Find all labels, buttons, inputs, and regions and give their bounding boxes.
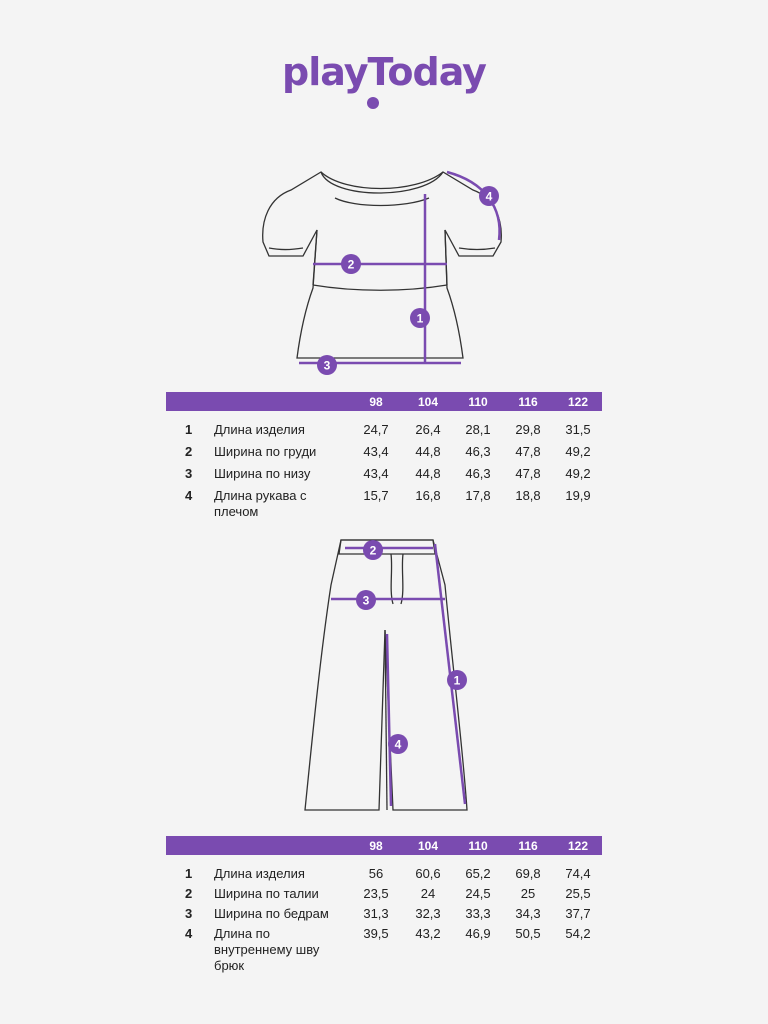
row-number: 4 [185,488,193,503]
size-header: 98 [369,395,383,409]
svg-text:4: 4 [485,189,493,204]
measurement-value: 43,2 [415,926,441,941]
measurement-value: 47,8 [515,466,541,481]
measurement-label: Длина по внутреннему шву брюк [214,926,320,973]
marker-2 [341,254,361,274]
size-header: 110 [468,395,488,409]
measurement-value: 49,2 [565,444,591,459]
measurement-value: 26,4 [415,422,441,437]
measurement-label: Ширина по бедрам [214,906,329,921]
brand-logo-dot [367,97,379,109]
measurement-value: 32,3 [415,906,441,921]
table-row [166,488,602,524]
measurement-value: 60,6 [415,866,441,881]
marker-4 [388,734,408,754]
measurement-label: Длина изделия [214,422,305,437]
measurement-value: 31,3 [363,906,389,921]
marker-1 [447,670,467,690]
measurement-value: 69,8 [515,866,541,881]
table-row [166,886,602,906]
measurement-value: 28,1 [465,422,491,437]
table-header [166,836,602,855]
size-header: 122 [567,839,589,853]
measurement-value: 50,5 [515,926,541,941]
measurement-value: 56 [368,866,384,881]
size-header: 116 [518,839,538,853]
trousers-size-table [166,836,602,978]
measurement-label: Длина изделия [214,866,305,881]
blouse-size-table [166,392,602,524]
size-header: 104 [417,839,439,853]
row-number: 2 [185,886,193,901]
table-row [166,866,602,886]
measurement-value: 33,3 [465,906,491,921]
row-number: 3 [185,906,193,921]
measurement-value: 43,4 [363,466,389,481]
table-header [166,392,602,411]
table-row [166,444,602,466]
trousers-diagram [295,530,495,820]
table-row [166,926,602,978]
row-number: 1 [185,866,193,881]
row-number: 1 [185,422,193,437]
measurement-value: 34,3 [515,906,541,921]
svg-text:4: 4 [394,737,402,752]
marker-3 [317,355,337,375]
measurement-value: 24,7 [363,422,389,437]
measurement-value: 44,8 [415,444,441,459]
svg-text:3: 3 [362,593,370,608]
marker-3 [356,590,376,610]
size-header: 110 [468,839,488,853]
row-number: 2 [185,444,193,459]
measurement-value: 44,8 [415,466,441,481]
marker-2 [363,540,383,560]
measurement-value: 39,5 [363,926,389,941]
size-header: 122 [567,395,589,409]
measurement-value: 74,4 [565,866,591,881]
measurement-value: 49,2 [565,466,591,481]
blouse-diagram [255,160,515,380]
size-header: 98 [369,839,383,853]
table-row [166,466,602,488]
measurement-value: 46,9 [465,926,491,941]
measurement-value: 25 [520,886,536,901]
measurement-value: 24,5 [465,886,491,901]
size-header: 116 [518,395,538,409]
measurement-label: Ширина по талии [214,886,319,901]
measurement-value: 17,8 [465,488,491,503]
measurement-value: 19,9 [565,488,591,503]
svg-text:3: 3 [323,358,331,373]
table-row [166,906,602,926]
marker-1 [410,308,430,328]
table-row [166,422,602,444]
svg-text:2: 2 [347,257,355,272]
measurement-value: 54,2 [565,926,591,941]
svg-text:2: 2 [369,543,377,558]
size-header: 104 [417,395,439,409]
row-number: 4 [185,926,193,941]
measurement-value: 18,8 [515,488,541,503]
measurement-value: 15,7 [363,488,389,503]
svg-text:1: 1 [453,673,461,688]
measurement-value: 24 [420,886,436,901]
measurement-value: 46,3 [465,466,491,481]
measurement-value: 16,8 [415,488,441,503]
measurement-value: 37,7 [565,906,591,921]
measurement-value: 23,5 [363,886,389,901]
measurement-label: Ширина по груди [214,444,317,459]
measurement-label: Ширина по низу [214,466,311,481]
measurement-value: 47,8 [515,444,541,459]
measurement-value: 46,3 [465,444,491,459]
measurement-value: 43,4 [363,444,389,459]
measurement-value: 29,8 [515,422,541,437]
brand-logo: playToday [282,50,486,94]
measurement-label: Длина рукава с плечом [214,488,307,519]
marker-4 [479,186,499,206]
row-number: 3 [185,466,193,481]
measurement-value: 25,5 [565,886,591,901]
svg-text:1: 1 [416,311,424,326]
measurement-value: 31,5 [565,422,591,437]
measurement-value: 65,2 [465,866,491,881]
